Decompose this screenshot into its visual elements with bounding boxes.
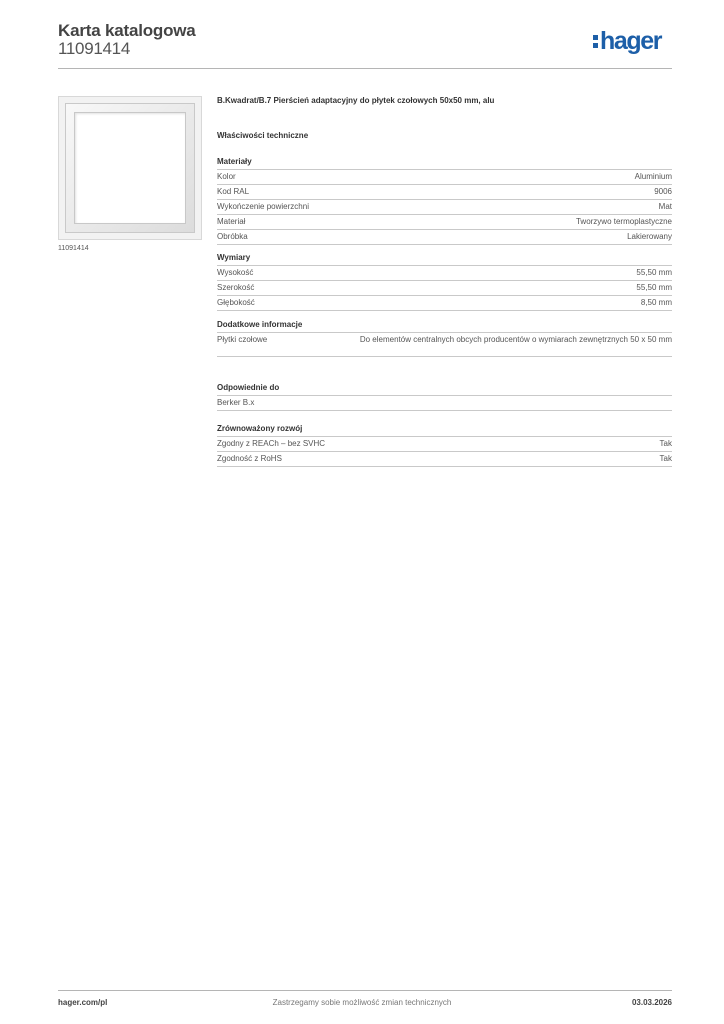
product-title: B.Kwadrat/B.7 Pierścień adaptacyjny do płytek czołowych 50x50 mm, alu: [217, 96, 495, 105]
spec-label: Głębokość: [217, 298, 255, 307]
footer-date: 03.03.2026: [631, 998, 672, 1007]
spec-row: [217, 452, 672, 467]
spec-row: [217, 437, 672, 452]
spec-value: 8,50 mm: [640, 298, 672, 307]
logo-text: hager: [600, 27, 662, 55]
header-divider: [58, 68, 672, 69]
product-code: 11091414: [58, 39, 130, 58]
group-heading-sustainability: Zrównoważony rozwój: [217, 424, 672, 437]
spec-value: Do elementów centralnych obcych producentów o wymiarach zewnętrznych 50 x 50 mm: [359, 335, 672, 344]
compatible-row: [217, 396, 672, 411]
spec-row: [217, 230, 672, 245]
spec-label: Wykończenie powierzchni: [217, 202, 309, 211]
spec-row: [217, 170, 672, 185]
spec-row: [217, 333, 672, 357]
adapter-ring-opening: [74, 112, 186, 224]
spec-value: Lakierowany: [627, 232, 672, 241]
footer-website-link[interactable]: hager.com/pl: [58, 998, 108, 1007]
spec-label: Wysokość: [217, 268, 254, 277]
spec-value: Tak: [659, 454, 672, 463]
product-image: [58, 96, 202, 240]
spec-label: Szerokość: [217, 283, 255, 292]
logo-dots-icon: [593, 32, 599, 50]
image-caption: 11091414: [58, 245, 89, 252]
spec-value: Mat: [658, 202, 672, 211]
spec-label: Obróbka: [217, 232, 248, 241]
spec-value: Tak: [659, 439, 672, 448]
spec-label: Kolor: [217, 172, 236, 181]
spec-value: 55,50 mm: [636, 268, 672, 277]
spec-value: 9006: [654, 187, 672, 196]
spec-row: [217, 215, 672, 230]
spec-label: Kod RAL: [217, 187, 250, 196]
group-heading-additional-info: Dodatkowe informacje: [217, 320, 672, 333]
group-heading-dimensions: Wymiary: [217, 253, 672, 266]
hager-logo: [593, 28, 661, 54]
footer-disclaimer: Zastrzegamy sobie możliwość zmian technicznych: [272, 998, 452, 1007]
spec-row: [217, 185, 672, 200]
technical-properties-heading: Właściwości techniczne: [217, 131, 309, 140]
page-title: Karta katalogowa: [58, 21, 196, 40]
spec-value: Tworzywo termoplastyczne: [575, 217, 672, 226]
footer-divider: [58, 990, 672, 991]
spec-value: 55,50 mm: [636, 283, 672, 292]
compatible-label: Berker B.x: [217, 398, 255, 407]
spec-row: [217, 296, 672, 311]
spec-row: [217, 266, 672, 281]
spec-row: [217, 200, 672, 215]
group-heading-compatible: Odpowiednie do: [217, 383, 672, 396]
spec-value: Aluminium: [634, 172, 672, 181]
spec-label: Zgodny z REACh – bez SVHC: [217, 439, 326, 448]
adapter-ring-picture: [65, 103, 195, 233]
spec-label: Zgodność z RoHS: [217, 454, 282, 463]
spec-label: Płytki czołowe: [217, 335, 268, 344]
spec-row: [217, 281, 672, 296]
group-heading-materials: Materiały: [217, 157, 672, 170]
spec-label: Materiał: [217, 217, 246, 226]
